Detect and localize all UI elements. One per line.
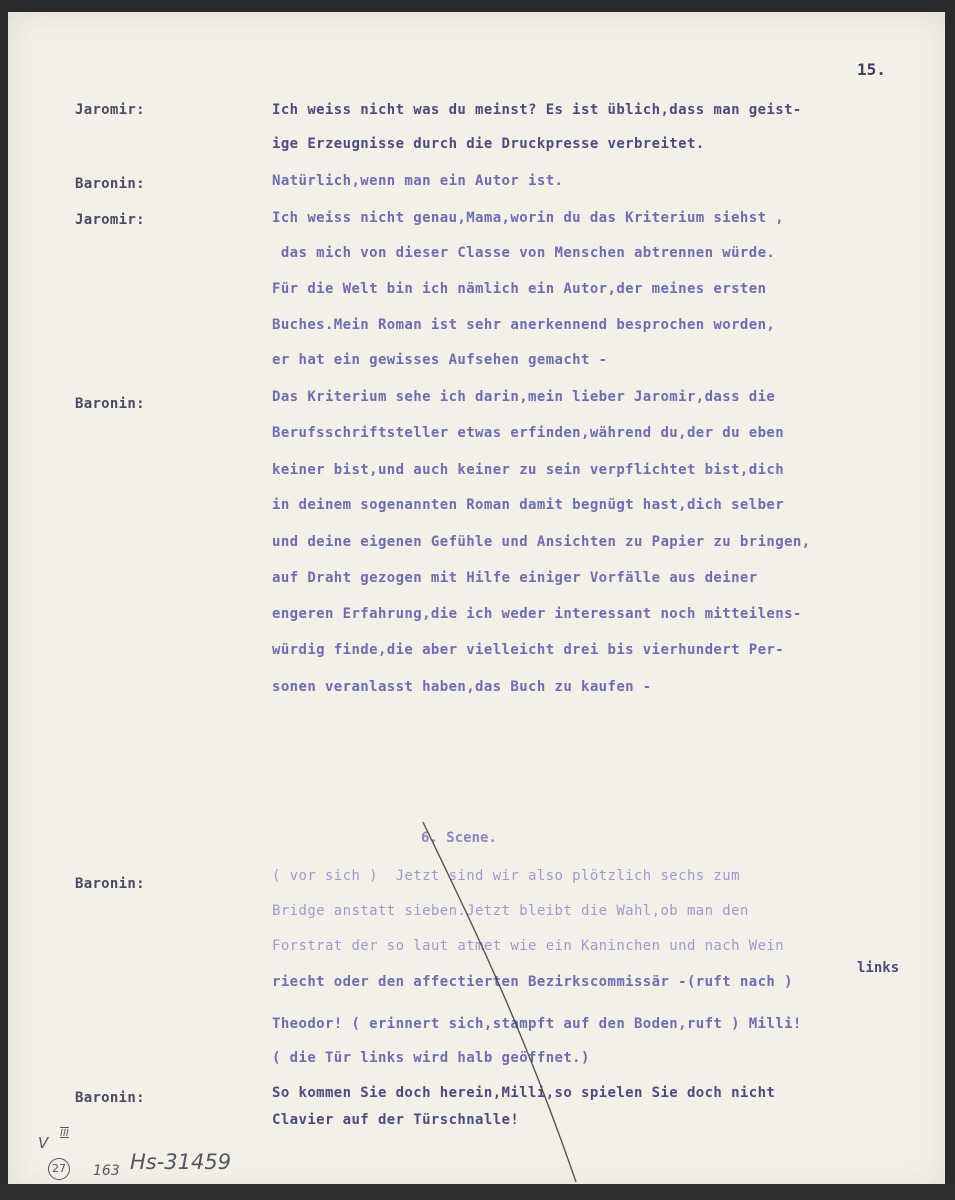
archive-volume: V	[38, 1134, 49, 1152]
dialogue-line: würdig finde,die aber vielleicht drei bis vierhundert Per-	[272, 642, 785, 658]
speaker-label: Jaromir:	[75, 212, 145, 228]
dialogue-line: keiner bist,und auch keiner zu sein verpflichtet bist,dich	[272, 462, 785, 478]
dialogue-line: ( vor sich ) Jetzt sind wir also plötzlich sechs zum	[272, 868, 740, 884]
interlinear-insertion: links	[857, 960, 900, 976]
dialogue-line: engeren Erfahrung,die ich weder interessant noch mitteilens-	[272, 606, 802, 622]
dialogue-line: sonen veranlasst haben,das Buch zu kaufen -	[272, 679, 652, 695]
dialogue-line: riecht oder den affectierten Bezirkscommissär -(ruft nach )	[272, 974, 793, 990]
dialogue-line: das mich von dieser Classe von Menschen abtrennen würde.	[272, 245, 776, 261]
dialogue-line: und deine eigenen Gefühle und Ansichten zu Papier zu bringen,	[272, 534, 811, 550]
speaker-label: Baronin:	[75, 1090, 145, 1106]
dialogue-line: ( die Tür links wird halb geöffnet.)	[272, 1050, 590, 1066]
page-number: 15.	[857, 60, 886, 79]
dialogue-line: So kommen Sie doch herein,Milli,so spielen Sie doch nicht	[272, 1085, 776, 1101]
dialogue-line: Für die Welt bin ich nämlich ein Autor,der meines ersten	[272, 281, 767, 297]
dialogue-line: Berufsschriftsteller etwas erfinden,während du,der du eben	[272, 425, 785, 441]
dialogue-line: Ich weiss nicht genau,Mama,worin du das Kriterium siehst ,	[272, 210, 785, 226]
speaker-label: Baronin:	[75, 176, 145, 192]
archive-signature: Hs-31459	[130, 1150, 232, 1174]
speaker-label: Baronin:	[75, 396, 145, 412]
dialogue-line: er hat ein gewisses Aufsehen gemacht -	[272, 352, 608, 368]
archive-folio: 163	[93, 1163, 120, 1179]
dialogue-line: Theodor! ( erinnert sich,stampft auf den Boden,ruft ) Milli!	[272, 1016, 802, 1032]
dialogue-line: Forstrat der so laut atmet wie ein Kaninchen und nach Wein	[272, 938, 785, 954]
dialogue-line: Das Kriterium sehe ich darin,mein lieber Jaromir,dass die	[272, 389, 776, 405]
dialogue-line: auf Draht gezogen mit Hilfe einiger Vorfälle aus deiner	[272, 570, 758, 586]
dialogue-line: ige Erzeugnisse durch die Druckpresse verbreitet.	[272, 136, 705, 152]
dialogue-line: Natürlich,wenn man ein Autor ist.	[272, 173, 564, 189]
scene-heading: 6. Scene.	[421, 830, 497, 846]
dialogue-line: Clavier auf der Türschnalle!	[272, 1112, 520, 1128]
speaker-label: Baronin:	[75, 876, 145, 892]
dialogue-line: in deinem sogenannten Roman damit begnügt hast,dich selber	[272, 497, 785, 513]
archive-circled-number: 27	[48, 1158, 70, 1180]
dialogue-line: Bridge anstatt sieben.Jetzt bleibt die Wahl,ob man den	[272, 903, 749, 919]
archive-volume-sub: III	[60, 1128, 69, 1139]
speaker-label: Jaromir:	[75, 102, 145, 118]
dialogue-line: Buches.Mein Roman ist sehr anerkennend besprochen worden,	[272, 317, 776, 333]
dialogue-line: Ich weiss nicht was du meinst? Es ist üblich,dass man geist-	[272, 102, 802, 118]
